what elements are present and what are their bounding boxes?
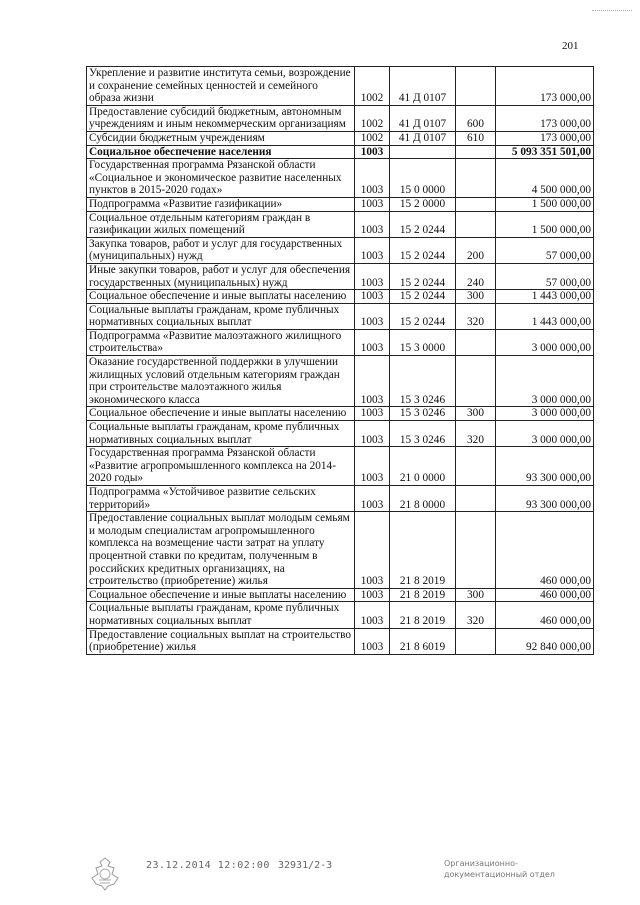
row-expense-type: 240: [456, 263, 496, 289]
row-target-article: 15 3 0246: [390, 356, 456, 407]
table-row: [87, 105, 594, 131]
row-section-code: 1003: [355, 211, 390, 237]
row-amount: 3 000 000,00: [496, 356, 594, 407]
row-section-code: 1002: [355, 67, 390, 106]
table-row: [87, 407, 594, 421]
row-name: Предоставление социальных выплат молодым семьям и молодым специалистам агропромышленного комплекса на возмещение части затрат на уплату процентной ставки по кредитам, полученным в российских кредитных организациях, на строительство (приобретение) жилья: [87, 512, 355, 589]
row-amount: 460 000,00: [496, 512, 594, 589]
row-expense-type: [456, 512, 496, 589]
row-amount: 93 300 000,00: [496, 486, 594, 512]
row-target-article: 15 2 0000: [390, 197, 456, 211]
row-target-article: 21 8 2019: [390, 602, 456, 628]
footer-org-line-1: Организационно-: [444, 859, 518, 868]
row-name: Социальное отдельным категориям граждан в газификации жилых помещений: [87, 211, 355, 237]
row-section-code: 1003: [355, 486, 390, 512]
row-expense-type: [456, 329, 496, 355]
row-target-article: 15 3 0246: [390, 407, 456, 421]
corner-mark: [592, 10, 632, 17]
row-amount: 57 000,00: [496, 237, 594, 263]
row-target-article: 15 0 0000: [390, 159, 456, 198]
row-target-article: 41 Д 0107: [390, 131, 456, 145]
row-amount: 3 000 000,00: [496, 329, 594, 355]
row-expense-type: 600: [456, 105, 496, 131]
row-name: Закупка товаров, работ и услуг для государственных (муниципальных) нужд: [87, 237, 355, 263]
table-row: [87, 602, 594, 628]
row-target-article: 15 2 0244: [390, 237, 456, 263]
row-name: Социальное обеспечение населения: [87, 145, 355, 159]
table-row: [87, 421, 594, 447]
row-name: Социальные выплаты гражданам, кроме публичных нормативных социальных выплат: [87, 421, 355, 447]
row-expense-type: [456, 145, 496, 159]
row-section-code: 1003: [355, 159, 390, 198]
row-target-article: [390, 145, 456, 159]
row-name: Подпрограмма «Устойчивое развитие сельских территорий»: [87, 486, 355, 512]
row-expense-type: [456, 486, 496, 512]
row-section-code: 1003: [355, 329, 390, 355]
row-amount: 1 500 000,00: [496, 211, 594, 237]
coat-of-arms-icon: [88, 856, 122, 892]
row-name: Оказание государственной поддержки в улучшении жилищных условий отдельным категориям граждан при строительстве малоэтажного жилья экономического класса: [87, 356, 355, 407]
row-section-code: 1003: [355, 145, 390, 159]
row-amount: 92 840 000,00: [496, 628, 594, 654]
row-amount: 3 000 000,00: [496, 407, 594, 421]
row-expense-type: 300: [456, 407, 496, 421]
row-target-article: 15 3 0246: [390, 421, 456, 447]
row-name: Укрепление и развитие института семьи, возрождение и сохранение семейных ценностей и семейного образа жизни: [87, 67, 355, 106]
row-target-article: 15 2 0244: [390, 263, 456, 289]
row-section-code: 1003: [355, 628, 390, 654]
row-expense-type: 300: [456, 290, 496, 304]
row-name: Предоставление субсидий бюджетным, автономным учреждениям и иным некоммерческим организациям: [87, 105, 355, 131]
row-target-article: 41 Д 0107: [390, 67, 456, 106]
row-section-code: 1003: [355, 407, 390, 421]
row-amount: 1 443 000,00: [496, 290, 594, 304]
row-amount: 460 000,00: [496, 588, 594, 602]
table-row: [87, 197, 594, 211]
row-amount: 93 300 000,00: [496, 447, 594, 486]
row-section-code: 1003: [355, 197, 390, 211]
row-section-code: 1003: [355, 303, 390, 329]
row-name: Подпрограмма «Развитие газификации»: [87, 197, 355, 211]
table-row: [87, 211, 594, 237]
row-name: Социальные выплаты гражданам, кроме публичных нормативных социальных выплат: [87, 602, 355, 628]
row-name: Предоставление социальных выплат на строительство (приобретение) жилья: [87, 628, 355, 654]
row-section-code: 1003: [355, 512, 390, 589]
table-row: [87, 329, 594, 355]
row-amount: 3 000 000,00: [496, 421, 594, 447]
table-row: [87, 159, 594, 198]
table-row: [87, 486, 594, 512]
row-section-code: 1003: [355, 602, 390, 628]
row-name: Социальное обеспечение и иные выплаты населению: [87, 407, 355, 421]
footer-organization: [444, 858, 555, 880]
row-name: Подпрограмма «Развитие малоэтажного жилищного строительства»: [87, 329, 355, 355]
row-name: Социальное обеспечение и иные выплаты населению: [87, 290, 355, 304]
budget-table: [86, 66, 594, 655]
document-footer: [0, 856, 640, 896]
row-expense-type: 320: [456, 602, 496, 628]
row-amount: 173 000,00: [496, 131, 594, 145]
row-amount: 1 500 000,00: [496, 197, 594, 211]
row-expense-type: [456, 67, 496, 106]
row-expense-type: [456, 356, 496, 407]
row-amount: 57 000,00: [496, 263, 594, 289]
row-target-article: 15 2 0244: [390, 211, 456, 237]
row-section-code: 1003: [355, 290, 390, 304]
row-expense-type: 610: [456, 131, 496, 145]
footer-datetime: 23.12.2014 12:02:00: [146, 860, 270, 871]
table-row: [87, 512, 594, 589]
footer-org-line-2: документационный отдел: [444, 870, 555, 879]
table-row: [87, 356, 594, 407]
row-name: Социальные выплаты гражданам, кроме публичных нормативных социальных выплат: [87, 303, 355, 329]
row-name: Субсидии бюджетным учреждениям: [87, 131, 355, 145]
table-row: [87, 263, 594, 289]
table-row: [87, 131, 594, 145]
row-expense-type: [456, 628, 496, 654]
row-section-code: 1003: [355, 356, 390, 407]
row-target-article: 15 2 0244: [390, 290, 456, 304]
row-expense-type: [456, 197, 496, 211]
row-amount: 173 000,00: [496, 105, 594, 131]
row-section-code: 1003: [355, 263, 390, 289]
row-amount: 460 000,00: [496, 602, 594, 628]
page-number: 201: [562, 40, 579, 52]
row-expense-type: [456, 159, 496, 198]
table-row: [87, 145, 594, 159]
table-row: [87, 588, 594, 602]
row-section-code: 1003: [355, 421, 390, 447]
row-target-article: 15 3 0000: [390, 329, 456, 355]
row-name: Государственная программа Рязанской области «Развитие агропромышленного комплекса на 2014-2020 годы»: [87, 447, 355, 486]
row-target-article: 41 Д 0107: [390, 105, 456, 131]
row-section-code: 1003: [355, 237, 390, 263]
row-name: Государственная программа Рязанской области «Социальное и экономическое развитие населенных пунктов в 2015-2020 годах»: [87, 159, 355, 198]
table-row: [87, 628, 594, 654]
row-section-code: 1002: [355, 131, 390, 145]
table-row: [87, 447, 594, 486]
row-name: Иные закупки товаров, работ и услуг для обеспечения государственных (муниципальных) нужд: [87, 263, 355, 289]
row-section-code: 1003: [355, 447, 390, 486]
table-row: [87, 237, 594, 263]
row-amount: 5 093 351 501,00: [496, 145, 594, 159]
row-expense-type: [456, 211, 496, 237]
row-expense-type: 300: [456, 588, 496, 602]
table-row: [87, 290, 594, 304]
row-target-article: 21 8 2019: [390, 588, 456, 602]
row-amount: 4 500 000,00: [496, 159, 594, 198]
row-section-code: 1003: [355, 588, 390, 602]
row-expense-type: 320: [456, 421, 496, 447]
row-amount: 173 000,00: [496, 67, 594, 106]
row-expense-type: 320: [456, 303, 496, 329]
row-amount: 1 443 000,00: [496, 303, 594, 329]
row-target-article: 21 8 6019: [390, 628, 456, 654]
table-row: [87, 303, 594, 329]
row-expense-type: [456, 447, 496, 486]
footer-document-id: 32931/2-3: [278, 860, 333, 871]
row-target-article: 15 2 0244: [390, 303, 456, 329]
row-target-article: 21 8 2019: [390, 512, 456, 589]
budget-table-body: [87, 67, 594, 655]
row-name: Социальное обеспечение и иные выплаты населению: [87, 588, 355, 602]
row-expense-type: 200: [456, 237, 496, 263]
row-target-article: 21 8 0000: [390, 486, 456, 512]
row-target-article: 21 0 0000: [390, 447, 456, 486]
table-row: [87, 67, 594, 106]
row-section-code: 1002: [355, 105, 390, 131]
